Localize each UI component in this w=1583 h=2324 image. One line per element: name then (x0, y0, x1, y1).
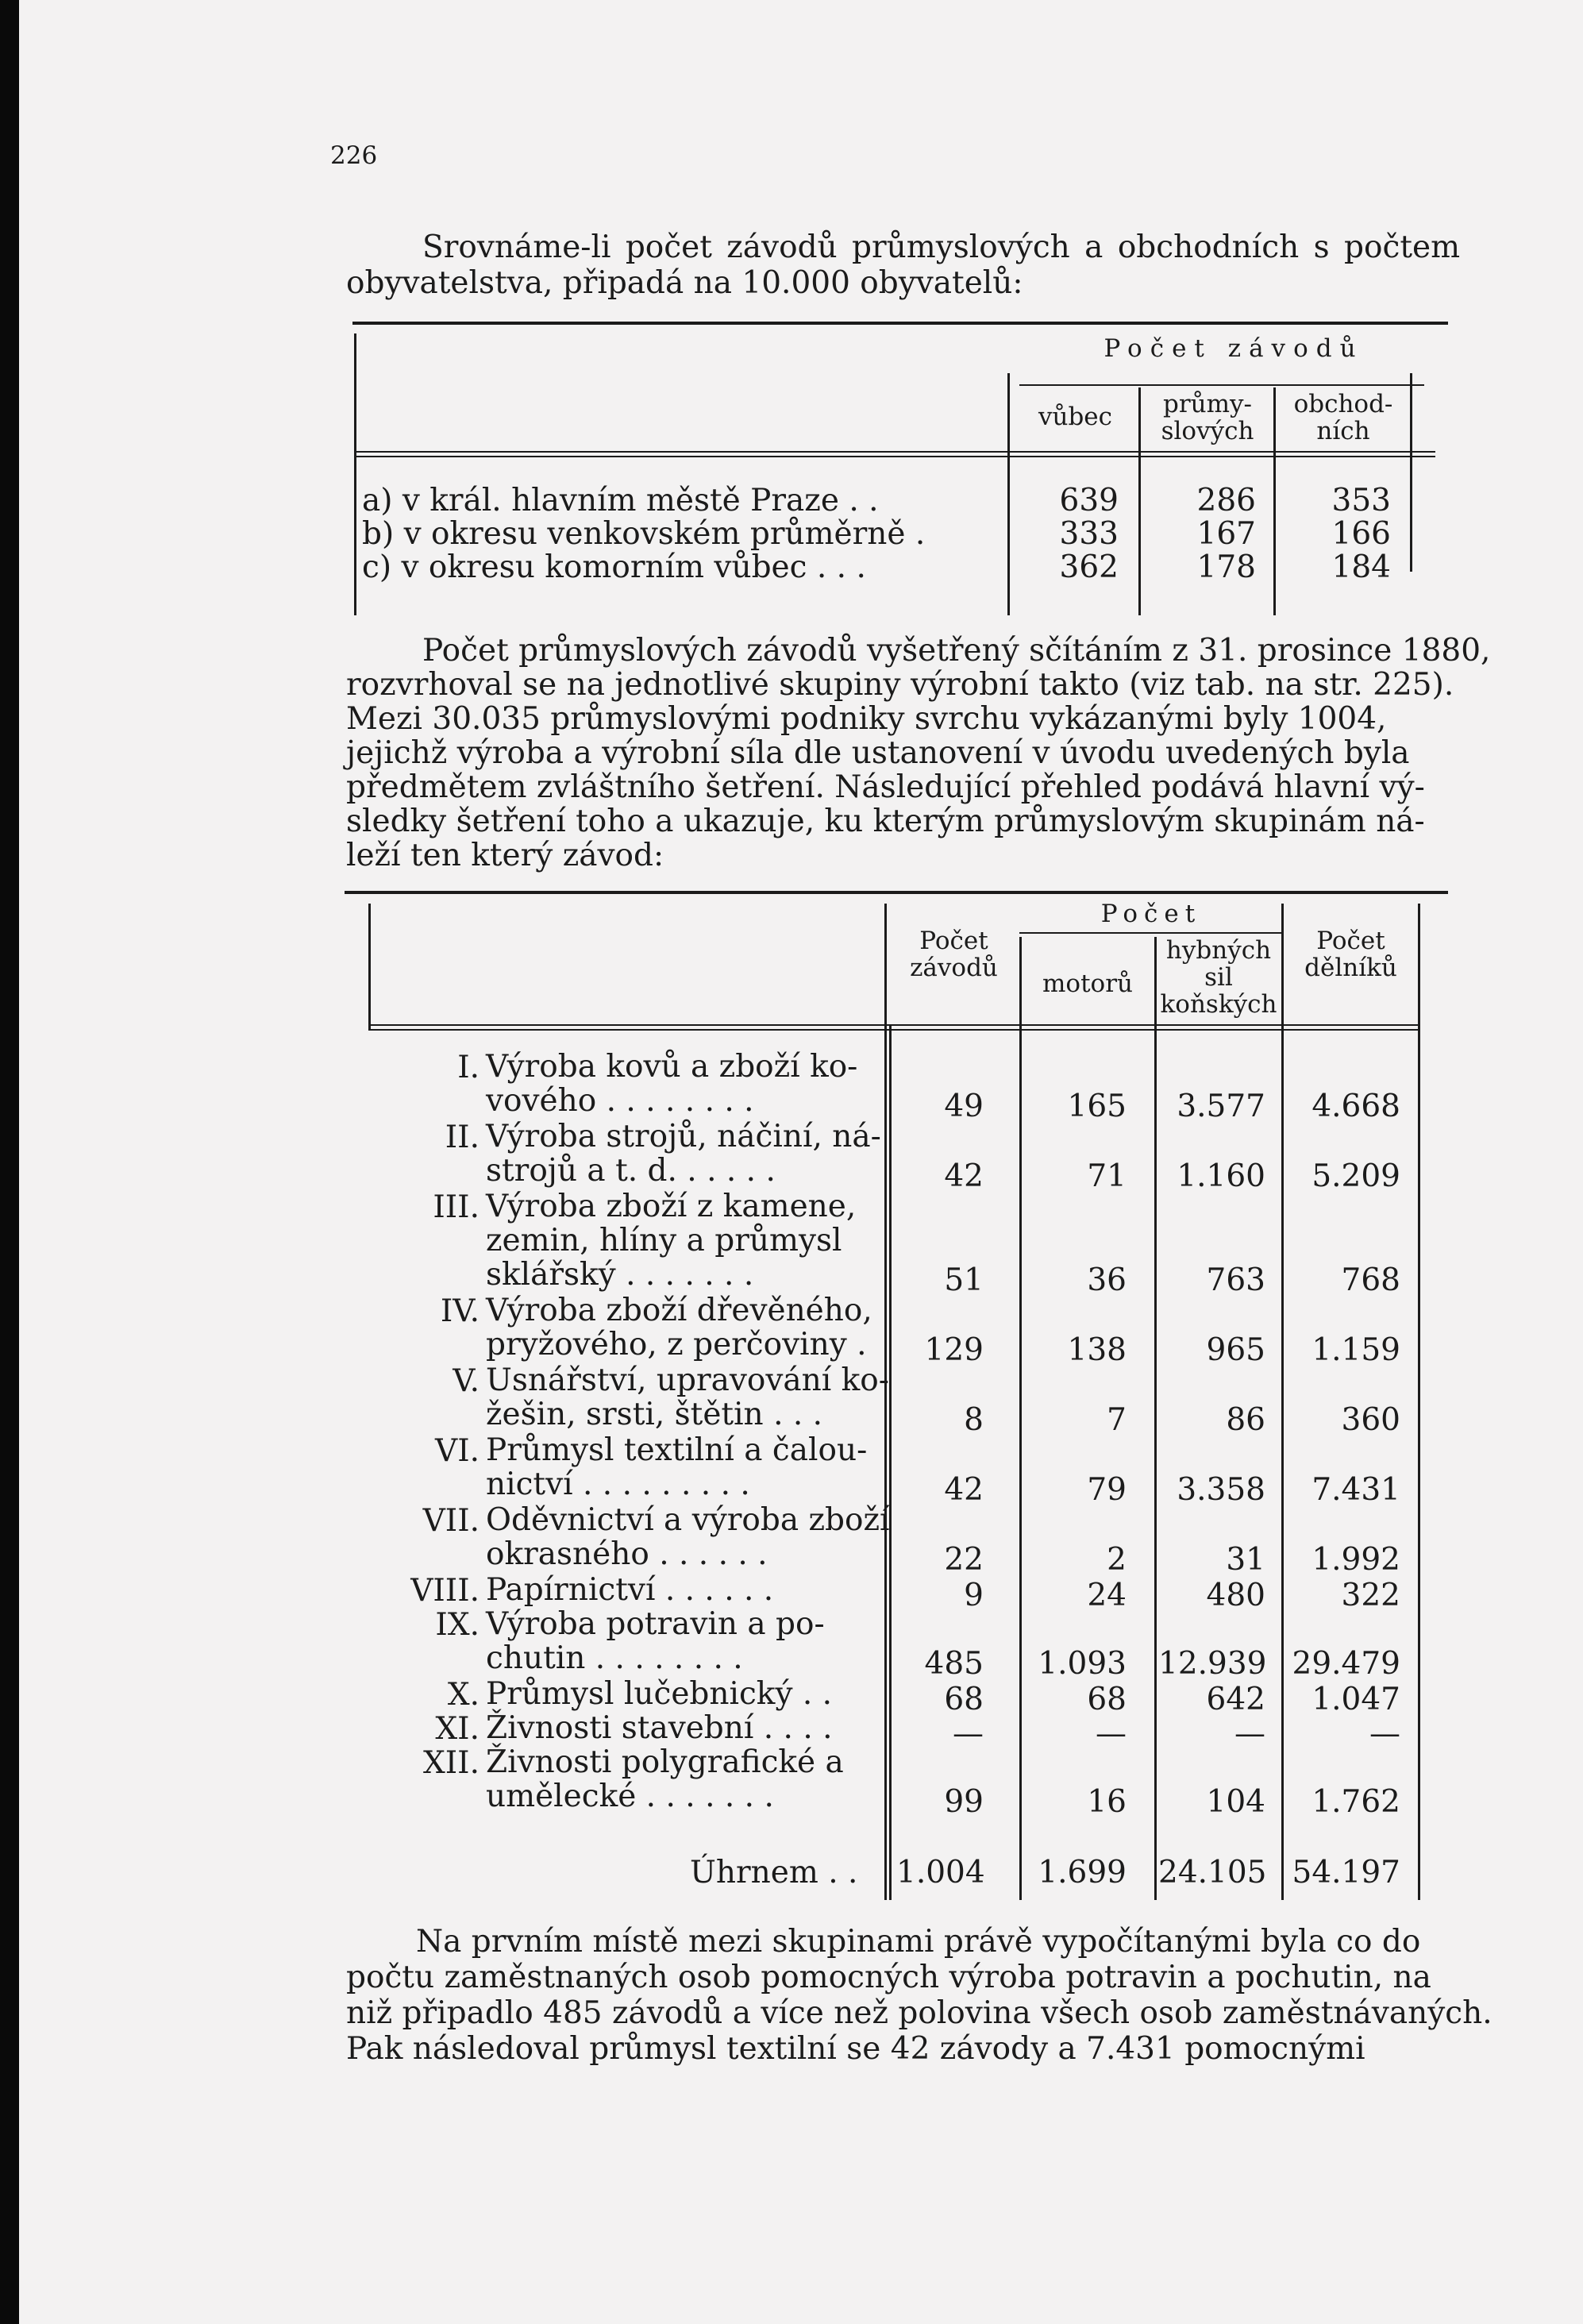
table-2-header-delniku: Počet dělníků (1304, 927, 1397, 982)
table-1-row-label: b) v okresu venkovském průměrně . (362, 516, 926, 552)
intro-line-2: obyvatelstva, připadá na 10.000 obyvatelů: (346, 265, 1023, 301)
paragraph-line: předmětem zvláštního šetření. Následující přehled podává hlavní vý- (346, 769, 1425, 805)
table-2-total-label: Úhrnem . . (690, 1855, 858, 1890)
table-2-cell: 1.159 (1311, 1332, 1400, 1368)
table-2-row-label: Výroba strojů, náčiní, ná- (486, 1119, 881, 1154)
table-1-col-rule-1 (1007, 373, 1010, 615)
paragraph-line: Počet průmyslových závodů vyšetřený sčítáním z 31. prosince 1880, (422, 633, 1491, 669)
table-2-cell: 129 (924, 1332, 984, 1368)
table-2-row-label: Živnosti stavební . . . . (486, 1710, 833, 1746)
table-2-group-rule (1019, 932, 1281, 934)
table-2-cell: 1.093 (1038, 1646, 1127, 1682)
table-2-total-cell: 1.699 (1038, 1855, 1127, 1890)
table-1-header-rule-2 (356, 456, 1435, 457)
page-number: 226 (330, 141, 378, 170)
table-2-cell: 42 (944, 1158, 984, 1194)
table-1-left-rule (354, 333, 356, 615)
table-2-row-label: pryžového, z perčoviny . (486, 1327, 867, 1362)
table-2-row-number: II. (445, 1120, 480, 1155)
table-1-group-rule (1019, 384, 1424, 386)
table-2-cell: 1.762 (1311, 1784, 1400, 1820)
table-2-cell: 31 (1226, 1542, 1265, 1578)
paragraph-line: rozvrhoval se na jednotlivé skupiny výrobní takto (viz tab. na str. 225). (346, 667, 1454, 703)
paragraph-line: Pak následoval průmysl textilní se 42 závody a 7.431 pomocnými (346, 2031, 1365, 2067)
paragraph-line: jejichž výroba a výrobní síla dle ustanovení v úvodu uvedených byla (346, 735, 1410, 771)
table-2-col-rule-1 (884, 904, 887, 1900)
table-2-row-number: XI. (435, 1711, 480, 1747)
table-2-cell: 29.479 (1292, 1646, 1400, 1682)
table-2-row-number: X. (447, 1677, 480, 1713)
table-2-cell: 1.160 (1177, 1158, 1265, 1194)
table-2-cell: 42 (944, 1472, 984, 1508)
table-2-cell: 485 (924, 1646, 984, 1682)
table-1-row-label: a) v král. hlavním městě Praze . . (362, 483, 879, 518)
table-2-cell: 480 (1206, 1578, 1265, 1613)
table-2-cell: 165 (1067, 1089, 1127, 1124)
table-2-left-rule (368, 904, 371, 1031)
table-2-cell: 49 (944, 1089, 984, 1124)
table-2-row-label: Usnářství, upravování ko- (486, 1362, 889, 1398)
table-2-col-rule-3 (1154, 937, 1157, 1900)
table-2-cell: 12.939 (1158, 1646, 1267, 1682)
table-2-row-label: okrasného . . . . . . (486, 1536, 768, 1572)
intro-line-1: Srovnáme-li počet závodů průmyslových a obchodních s počtem (422, 229, 1461, 265)
table-2-row-label: Výroba zboží z kamene, (486, 1189, 857, 1224)
table-1-cell: 167 (1196, 516, 1256, 552)
table-2-cell: 86 (1226, 1402, 1265, 1438)
table-2-row-number: VIII. (410, 1573, 480, 1609)
table-1-cell: 333 (1059, 516, 1119, 552)
table-2-cell: 1.992 (1311, 1542, 1400, 1578)
table-2-cell: 104 (1206, 1784, 1265, 1820)
table-2-row-label: Papírnictví . . . . . . (486, 1572, 774, 1608)
table-1-cell: 353 (1331, 483, 1391, 518)
table-2-cell: 71 (1087, 1158, 1127, 1194)
table-1-cell: 184 (1331, 549, 1391, 585)
table-2-header-pocet-group: Počet (1100, 900, 1202, 928)
table-2-header-rule (370, 1024, 1418, 1026)
table-2-total-cell: 24.105 (1158, 1855, 1267, 1890)
table-2-row-number: IX. (435, 1607, 480, 1643)
paragraph-line: počtu zaměstnaných osob pomocných výroba potravin a pochutin, na (346, 1960, 1431, 1995)
table-2-cell: 360 (1341, 1402, 1400, 1438)
table-2-row-label: Průmysl lučebnický . . (486, 1676, 833, 1712)
table-2-cell: 642 (1206, 1682, 1265, 1717)
table-1-col-rule-3 (1273, 387, 1276, 615)
table-2-row-label: Oděvnictví a výroba zboží (486, 1502, 890, 1538)
table-1-col-header-prumyslovych: průmy- slových (1161, 390, 1254, 445)
table-1-row-label: c) v okresu komorním vůbec . . . (362, 549, 866, 585)
table-2-cell: 16 (1087, 1784, 1127, 1820)
table-2-cell: 68 (1087, 1682, 1127, 1717)
table-2-cell: 24 (1087, 1578, 1127, 1613)
table-1-cell: 178 (1196, 549, 1256, 585)
table-1-col-header-obchodnich: obchod- ních (1293, 390, 1393, 445)
table-2-cell: 99 (944, 1784, 984, 1820)
table-2-col-rule-4 (1281, 904, 1284, 1900)
table-2-row-label: vového . . . . . . . . (486, 1083, 754, 1119)
table-2-col-rule-2 (1019, 937, 1022, 1900)
table-2-cell: 763 (1206, 1262, 1265, 1298)
table-2-row-number: I. (457, 1050, 480, 1085)
table-2-row-label: Výroba kovů a zboží ko- (486, 1049, 858, 1085)
table-2-cell: — (1096, 1716, 1127, 1752)
table-2-cell: 5.209 (1311, 1158, 1400, 1194)
table-2-cell: — (1369, 1716, 1400, 1752)
table-1-cell: 362 (1059, 549, 1119, 585)
table-2-row-number: VI. (435, 1433, 480, 1469)
table-2-row-label: sklářský . . . . . . . (486, 1257, 754, 1293)
paragraph-line: sledky šetření toho a ukazuje, ku kterým průmyslovým skupinám ná- (346, 804, 1425, 839)
table-2-cell: 8 (964, 1402, 984, 1438)
table-1-right-rule (1410, 373, 1412, 572)
table-2-cell: 9 (964, 1578, 984, 1613)
table-2-cell: 22 (944, 1542, 984, 1578)
table-2-row-number: VII. (422, 1503, 480, 1539)
table-2-cell: — (1234, 1716, 1265, 1752)
table-2-cell: 138 (1067, 1332, 1127, 1368)
table-1-cell: 166 (1331, 516, 1391, 552)
table-2-row-label: Průmysl textilní a čalou- (486, 1432, 868, 1468)
table-2-row-label: strojů a t. d. . . . . . (486, 1153, 776, 1189)
table-2-header-motoru: motorů (1042, 969, 1133, 998)
table-2-row-label: žešin, srsti, štětin . . . (486, 1397, 823, 1432)
table-2-right-rule (1418, 904, 1420, 1900)
table-2-cell: 79 (1087, 1472, 1127, 1508)
table-2-cell: 2 (1107, 1542, 1127, 1578)
table-2-col-rule-1b (889, 1024, 892, 1900)
paragraph-line: leží ten který závod: (346, 838, 664, 873)
table-1-group-header: Počet závodů (1103, 334, 1364, 363)
table-2-row-number: V. (453, 1363, 480, 1399)
table-2-cell: 7.431 (1311, 1472, 1400, 1508)
table-2-cell: 36 (1087, 1262, 1127, 1298)
table-2-cell: 768 (1341, 1262, 1400, 1298)
table-2-row-label: nictví . . . . . . . . . (486, 1466, 750, 1502)
table-1-col-header-vubec: vůbec (1038, 403, 1113, 431)
paragraph-line: Mezi 30.035 průmyslovými podniky svrchu vykázanými byly 1004, (346, 701, 1387, 737)
table-2-cell: 4.668 (1311, 1089, 1400, 1124)
table-2-row-label: Výroba zboží dřevěného, (486, 1293, 872, 1328)
table-2-cell: 3.358 (1177, 1472, 1265, 1508)
table-2-header-hybnych: hybných sil koňských (1160, 936, 1277, 1019)
table-2-cell: 322 (1341, 1578, 1400, 1613)
table-2-row-label: Živnosti polygrafické a (486, 1744, 844, 1780)
table-2-row-label: Výroba potravin a po- (486, 1606, 825, 1642)
table-2-cell: 1.047 (1311, 1682, 1400, 1717)
table-2-row-label: umělecké . . . . . . . (486, 1779, 774, 1814)
table-1-col-rule-2 (1138, 387, 1141, 615)
table-2-cell: 51 (944, 1262, 984, 1298)
table-2-cell: — (953, 1716, 984, 1752)
table-1-header-rule (356, 451, 1435, 453)
table-2-cell: 965 (1206, 1332, 1265, 1368)
table-2-row-number: III. (433, 1189, 480, 1225)
table-2-header-rule-2 (370, 1029, 1418, 1031)
paragraph-line: niž připadlo 485 závodů a více než polovina všech osob zaměstnávaných. (346, 1995, 1492, 2031)
table-2-header-zavodu: Počet závodů (910, 927, 998, 982)
table-2-row-number: XII. (423, 1745, 480, 1781)
table-2-total-cell: 1.004 (896, 1855, 985, 1890)
table-2-row-label: zemin, hlíny a průmysl (486, 1223, 842, 1258)
table-1-cell: 639 (1059, 483, 1119, 518)
table-2-cell: 7 (1107, 1402, 1127, 1438)
table-1-cell: 286 (1196, 483, 1256, 518)
table-2-row-label: chutin . . . . . . . . (486, 1640, 743, 1676)
scanned-page (19, 0, 1583, 2324)
table-1-top-rule (352, 322, 1448, 325)
table-2-total-cell: 54.197 (1292, 1855, 1400, 1890)
table-2-cell: 68 (944, 1682, 984, 1717)
table-2-row-number: IV. (440, 1293, 480, 1329)
table-2-top-rule (345, 891, 1448, 894)
paragraph-line: Na prvním místě mezi skupinami právě vypočítanými byla co do (416, 1924, 1421, 1960)
table-2-cell: 3.577 (1177, 1089, 1265, 1124)
